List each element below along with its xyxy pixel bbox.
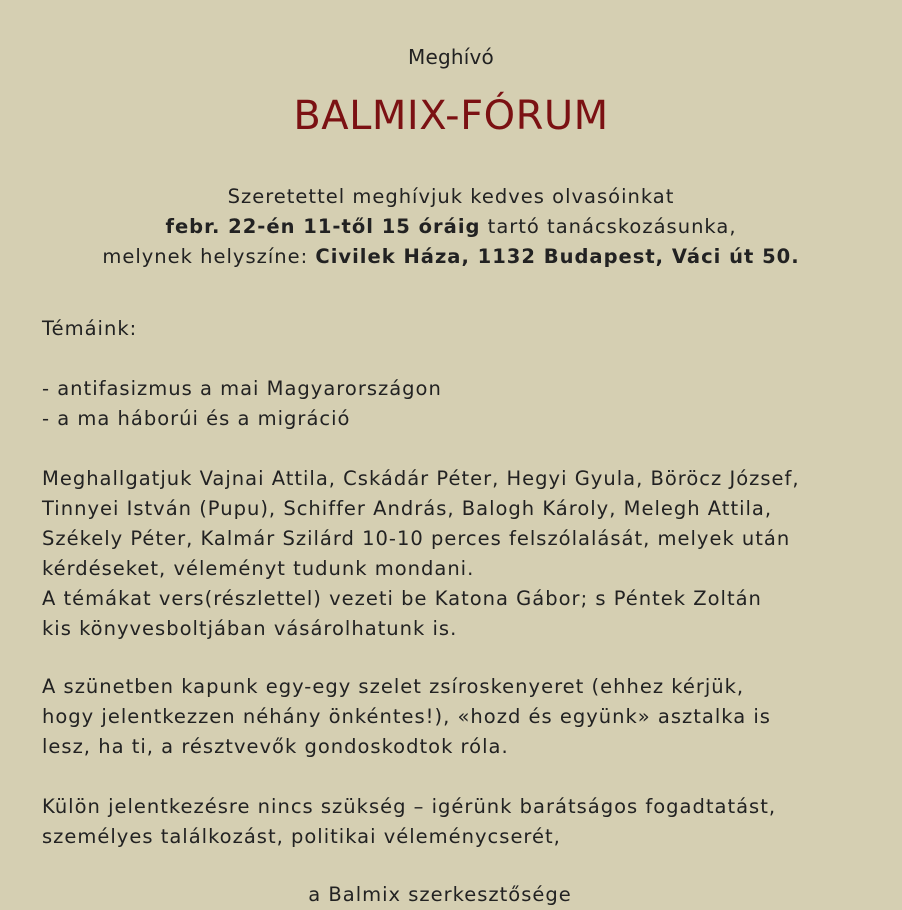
paragraph-line: hogy jelentkezzen néhány önkéntes!), «hozd és együnk» asztalka is: [42, 705, 771, 728]
paragraph-line: kis könyvesboltjában vásárolhatunk is.: [42, 617, 458, 640]
intro-block: [0, 182, 902, 272]
topics-heading: Témáink:: [42, 317, 138, 340]
intro-line-2: [0, 212, 902, 242]
paragraph-line: Külön jelentkezésre nincs szükség – igérünk barátságos fogadtatást,: [42, 795, 777, 818]
registration-paragraph: [42, 792, 884, 852]
venue-prefix: melynek helyszíne:: [102, 245, 316, 268]
topics-list: [42, 374, 884, 434]
invitation-label: Meghívó: [408, 45, 494, 69]
paragraph-line: kérdéseket, véleményt tudunk mondani.: [42, 557, 475, 580]
paragraph-line: Tinnyei István (Pupu), Schiffer András, Balogh Károly, Melegh Attila,: [42, 497, 773, 520]
topic-item: - a ma háborúi és a migráció: [42, 407, 351, 430]
paragraph-line: Meghallgatjuk Vajnai Attila, Cskádár Péter, Hegyi Gyula, Böröcz József,: [42, 467, 800, 490]
venue-address: Civilek Háza, 1132 Budapest, Váci út 50.: [315, 245, 800, 268]
paragraph-line: Székely Péter, Kalmár Szilárd 10-10 perces felszólalását, melyek után: [42, 527, 791, 550]
signature: a Balmix szerkesztősége: [308, 883, 572, 906]
event-title: BALMIX-FÓRUM: [293, 93, 609, 139]
paragraph-line: A szünetben kapunk egy-egy szelet zsíroskenyeret (ehhez kérjük,: [42, 675, 745, 698]
speakers-paragraph: [42, 464, 884, 644]
paragraph-line: személyes találkozást, politikai véleménycserét,: [42, 825, 561, 848]
break-info-paragraph: [42, 672, 884, 762]
intro-line-2-rest: tartó tanácskozásunka,: [480, 215, 737, 238]
paragraph-line: A témákat vers(részlettel) vezeti be Katona Gábor; s Péntek Zoltán: [42, 587, 762, 610]
topic-item: - antifasizmus a mai Magyarországon: [42, 377, 442, 400]
event-date-time: febr. 22-én 11-től 15 óráig: [165, 215, 481, 238]
intro-line-1: Szeretettel meghívjuk kedves olvasóinkat: [227, 185, 675, 208]
paragraph-line: lesz, ha ti, a résztvevők gondoskodtok róla.: [42, 735, 509, 758]
intro-line-3: [0, 242, 902, 272]
